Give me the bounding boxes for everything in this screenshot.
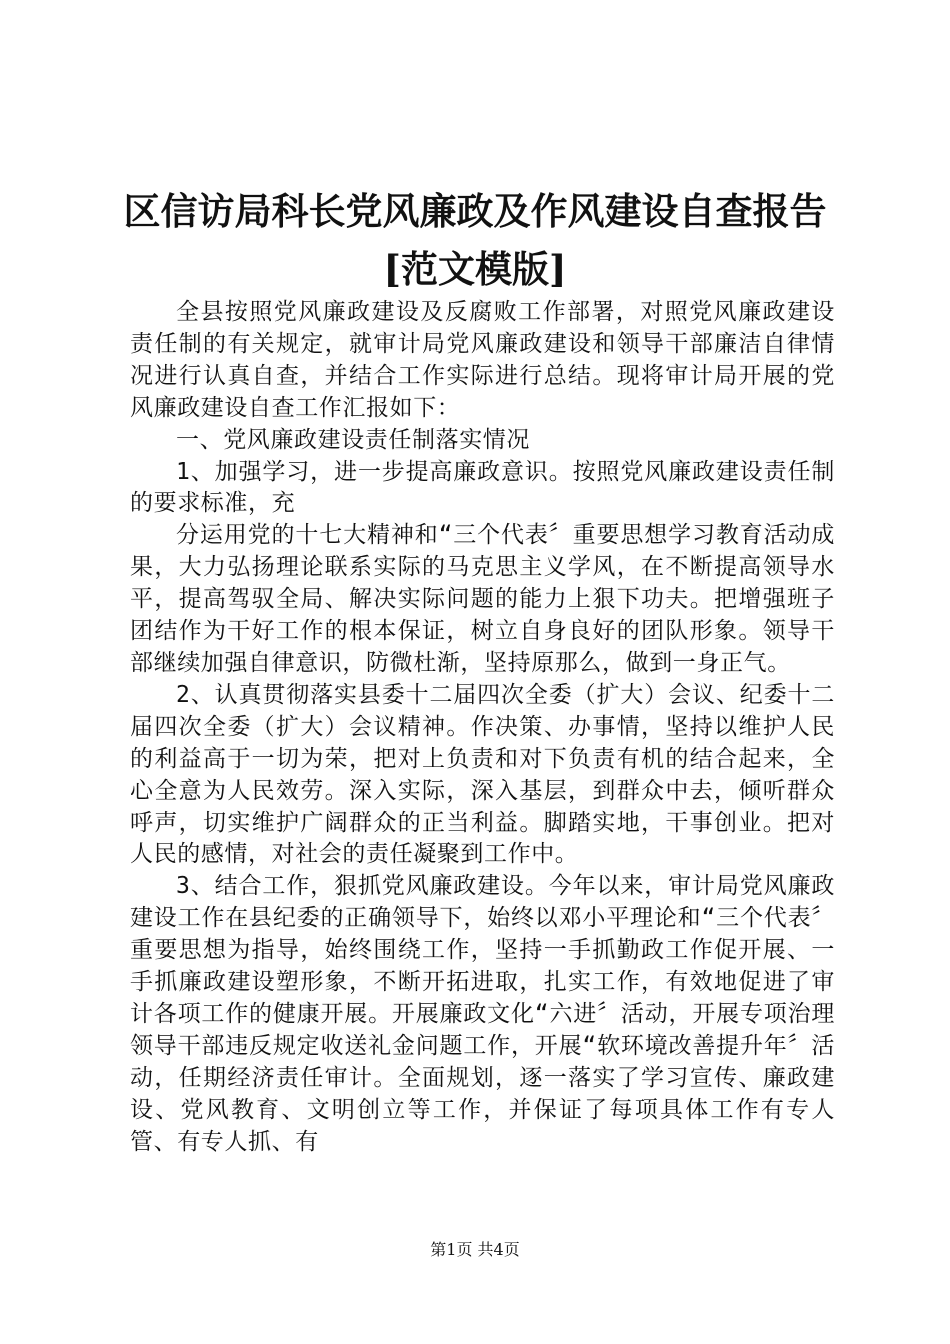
document-title: 区信访局科长党风廉政及作风建设自查报告 xyxy=(123,189,827,233)
paragraph-intro: 全县按照党风廉政建设及反腐败工作部署，对照党风廉政建设责任制的有关规定，就审计局党风廉政建设和领导干部廉洁自律情况进行认真自查，并结合工作实际进行总结。现将审计局开展的党风廉政建设自查工作汇报如下： xyxy=(130,299,835,421)
page-footer: 第1页 共4页 xyxy=(430,1240,520,1259)
document-body xyxy=(130,297,835,1158)
document-subtitle: [范文模版] xyxy=(383,247,567,291)
paragraph-section-heading: 一、党风廉政建设责任制落实情况 xyxy=(176,426,530,453)
paragraph-item-1: 1、加强学习，进一步提高廉政意识。按照党风廉政建设责任制的要求标准，充 xyxy=(130,458,835,517)
paragraph-item-2: 2、认真贯彻落实县委十二届四次全委（扩大）会议、纪委十二届四次全委（扩大）会议精神。作决策、办事情，坚持以维护人民的利益高于一切为荣，把对上负责和对下负责有机的结合起来，全心全意为人民效劳。深入实际，深入基层，到群众中去，倾听群众呼声，切实维护广阔群众的正当利益。脚踏实地，干事创业。把对人民的感情，对社会的责任凝聚到工作中。 xyxy=(130,681,835,868)
paragraph-item-3: 3、结合工作，狠抓党风廉政建设。今年以来，审计局党风廉政建设工作在县纪委的正确领导下，始终以邓小平理论和“三个代表〞重要思想为指导，始终围绕工作，坚持一手抓勤政工作促开展、一手抓廉政建设塑形象，不断开拓进取，扎实工作，有效地促进了审计各项工作的健康开展。开展廉政文化“六进〞活动，开展专项治理领导干部违反规定收送礼金问题工作，开展“软环境改善提升年〞活动，任期经济责任审计。全面规划，逐一落实了学习宣传、廉政建设、党风教育、文明创立等工作，并保证了每项具体工作有专人管、有专人抓、有 xyxy=(130,873,835,1155)
paragraph-item-1-continued: 分运用党的十七大精神和“三个代表〞重要思想学习教育活动成果，大力弘扬理论联系实际的马克思主义学风，在不断提高领导水平，提高驾驭全局、解决实际问题的能力上狠下功夫。把增强班子团结作为干好工作的根本保证，树立自身良好的团队形象。领导干部继续加强自律意识，防微杜渐，坚持原那么，做到一身正气。 xyxy=(130,522,835,676)
